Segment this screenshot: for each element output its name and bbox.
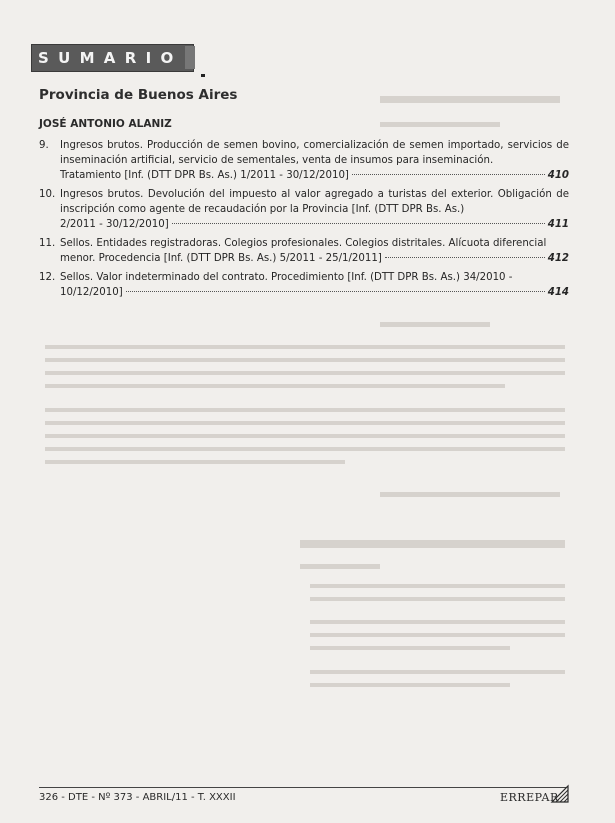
dot-leader [352, 174, 545, 175]
section-title: SUMARIO [38, 49, 183, 67]
entry-reference: 10/12/2010] [60, 287, 123, 298]
dot-leader [126, 291, 545, 292]
publisher-name: ERREPAR [500, 791, 559, 804]
decorative-dot [201, 74, 205, 77]
summary-entry[interactable] [39, 187, 569, 232]
entry-page-number[interactable]: 411 [547, 219, 569, 230]
entry-number: 9. [39, 140, 49, 151]
entry-number: 11. [39, 238, 56, 249]
entry-reference: 2/2011 - 30/12/2010] [60, 219, 169, 230]
footer-issue-info: 326 - DTE - Nº 373 - ABRIL/11 - T. XXXII [39, 792, 236, 803]
entry-text: Ingresos brutos. Devolución del impuesto al valor agregado a turistas del exterior. Obligación de inscripción como agente de recaudación por la Provincia [Inf. (DTT DPR Bs. As.) [60, 189, 569, 215]
section-header-bar-edge [185, 46, 195, 69]
summary-entry[interactable] [39, 270, 569, 300]
entry-reference: Tratamiento [Inf. (DTT DPR Bs. As.) 1/2011 - 30/12/2010] [60, 170, 349, 181]
summary-entry[interactable] [39, 236, 569, 266]
entry-page-number[interactable]: 412 [547, 253, 569, 264]
summary-entries [39, 138, 569, 304]
entry-text: Ingresos brutos. Producción de semen bovino, comercialización de semen importado, servicios de inseminación artificial, servicio de sementales, venta de insumos para inseminación. [60, 140, 569, 166]
entry-number: 12. [39, 272, 56, 283]
province-heading: Provincia de Buenos Aires [39, 87, 238, 103]
entry-text: Sellos. Entidades registradoras. Colegios profesionales. Colegios distritales. Alícuota diferencial [60, 238, 547, 249]
summary-entry[interactable] [39, 138, 569, 183]
entry-page-number[interactable]: 410 [547, 170, 569, 181]
entry-text: Sellos. Valor indeterminado del contrato. Procedimiento [Inf. (DTT DPR Bs. As.) 34/2010 - [60, 272, 513, 283]
dot-leader [385, 257, 545, 258]
publisher-logo-icon [550, 784, 570, 804]
footer-rule [39, 787, 566, 788]
entry-page-number[interactable]: 414 [547, 287, 569, 298]
entry-reference: menor. Procedencia [Inf. (DTT DPR Bs. As.) 5/2011 - 25/1/2011] [60, 253, 382, 264]
dot-leader [172, 223, 545, 224]
entry-number: 10. [39, 189, 56, 200]
author-name: JOSÉ ANTONIO ALANIZ [39, 118, 172, 130]
